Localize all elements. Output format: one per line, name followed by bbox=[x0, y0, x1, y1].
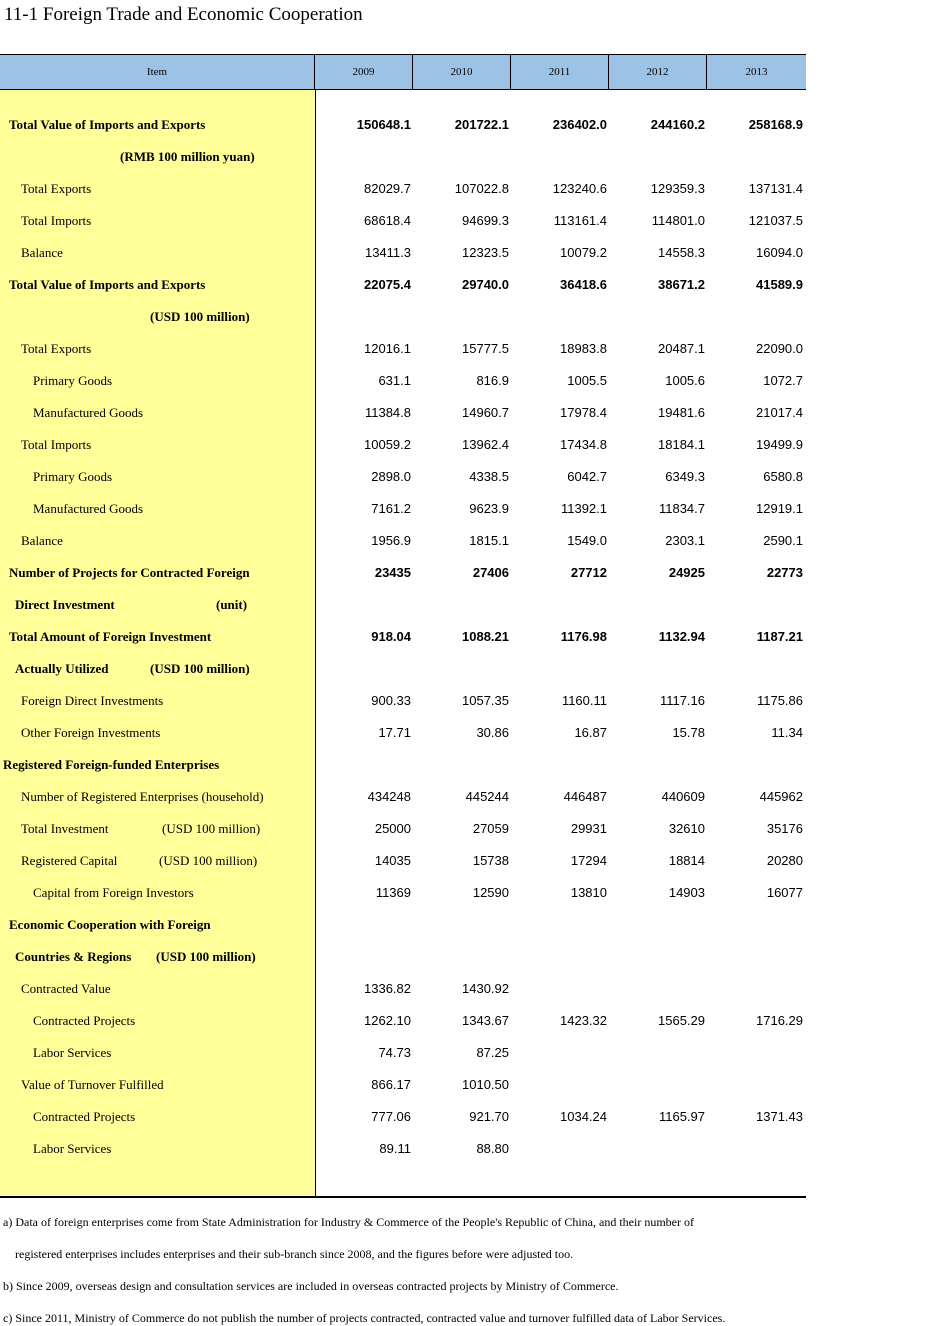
cell-2012: 18184.1 bbox=[658, 437, 705, 452]
table-row bbox=[0, 557, 806, 589]
row-unit: (USD 100 million) bbox=[159, 853, 258, 868]
cell-2012: 440609 bbox=[661, 789, 705, 804]
table-row bbox=[0, 685, 806, 717]
row-label: Registered Capital bbox=[21, 853, 118, 868]
cell-2010: 87.25 bbox=[476, 1045, 509, 1060]
cell-2010: 9623.9 bbox=[469, 501, 509, 516]
row-label: Contracted Value bbox=[21, 981, 111, 996]
cell-2012: 1117.16 bbox=[659, 693, 705, 708]
cell-2010: 12590 bbox=[472, 885, 509, 900]
cell-2011: 446487 bbox=[563, 789, 607, 804]
cell-2010: 921.70 bbox=[469, 1109, 509, 1124]
row-unit: (RMB 100 million yuan) bbox=[120, 149, 255, 164]
footnote: a) Data of foreign enterprises come from State Administration for Industry & Commerce of the People's Republic of China, and their number of bbox=[3, 1215, 694, 1229]
table-row bbox=[0, 909, 806, 941]
table-bottom-rule bbox=[0, 1196, 806, 1198]
row-label: Total Value of Imports and Exports bbox=[9, 277, 206, 292]
page-title: 11-1 Foreign Trade and Economic Cooperation bbox=[4, 4, 363, 25]
table-row bbox=[0, 973, 806, 1005]
row-unit: (USD 100 million) bbox=[150, 309, 250, 324]
cell-2013: 2590.1 bbox=[763, 533, 803, 548]
header-year-2011: 2011 bbox=[511, 55, 609, 89]
table-row bbox=[0, 1005, 806, 1037]
table-row bbox=[0, 173, 806, 205]
cell-2013: 6580.8 bbox=[763, 469, 803, 484]
cell-2011: 16.87 bbox=[574, 725, 607, 740]
cell-2012: 1005.6 bbox=[665, 373, 705, 388]
cell-2012: 11834.7 bbox=[658, 501, 705, 516]
row-label: Number of Registered Enterprises (household) bbox=[21, 789, 264, 804]
cell-2010: 15738 bbox=[472, 853, 509, 868]
cell-2013: 137131.4 bbox=[748, 181, 803, 196]
row-label: Direct Investment bbox=[15, 597, 115, 612]
cell-2010: 27406 bbox=[472, 565, 509, 580]
cell-2013: 1187.21 bbox=[756, 629, 803, 644]
cell-2010: 29740.0 bbox=[462, 277, 509, 292]
cell-2010: 30.86 bbox=[476, 725, 509, 740]
cell-2012: 24925 bbox=[668, 565, 705, 580]
cell-2009: 11369 bbox=[375, 885, 411, 900]
cell-2009: 23435 bbox=[374, 565, 411, 580]
cell-2013: 41589.9 bbox=[756, 277, 803, 292]
cell-2012: 2303.1 bbox=[665, 533, 705, 548]
table-row bbox=[0, 365, 806, 397]
cell-2013: 11.34 bbox=[771, 725, 803, 740]
table-row bbox=[0, 1133, 806, 1165]
table-row bbox=[0, 813, 806, 845]
table-row bbox=[0, 877, 806, 909]
cell-2012: 1132.94 bbox=[658, 629, 705, 644]
cell-2012: 15.78 bbox=[672, 725, 705, 740]
table-row bbox=[0, 493, 806, 525]
cell-2009: 631.1 bbox=[378, 373, 411, 388]
cell-2009: 12016.1 bbox=[364, 341, 411, 356]
table-row bbox=[0, 525, 806, 557]
cell-2010: 1343.67 bbox=[462, 1013, 509, 1028]
cell-2010: 816.9 bbox=[476, 373, 509, 388]
table-row bbox=[0, 845, 806, 877]
cell-2013: 35176 bbox=[766, 821, 803, 836]
row-label: Manufactured Goods bbox=[33, 405, 144, 420]
cell-2009: 866.17 bbox=[371, 1077, 411, 1092]
cell-2009: 1956.9 bbox=[371, 533, 411, 548]
header-year-2009: 2009 bbox=[315, 55, 413, 89]
table-row bbox=[0, 237, 806, 269]
cell-2010: 27059 bbox=[472, 821, 509, 836]
cell-2009: 434248 bbox=[367, 789, 411, 804]
row-unit: (USD 100 million) bbox=[162, 821, 261, 836]
table-row bbox=[0, 1037, 806, 1069]
cell-2009: 74.73 bbox=[378, 1045, 411, 1060]
cell-2013: 20280 bbox=[766, 853, 803, 868]
cell-2010: 4338.5 bbox=[469, 469, 509, 484]
row-label: Manufactured Goods bbox=[33, 501, 144, 516]
cell-2010: 1815.1 bbox=[469, 533, 509, 548]
cell-2009: 777.06 bbox=[371, 1109, 411, 1124]
cell-2010: 15777.5 bbox=[462, 341, 509, 356]
row-label: Primary Goods bbox=[33, 469, 113, 484]
cell-2011: 1423.32 bbox=[560, 1013, 607, 1028]
cell-2012: 14903 bbox=[668, 885, 705, 900]
cell-2012: 1165.97 bbox=[658, 1109, 705, 1124]
cell-2010: 88.80 bbox=[476, 1141, 509, 1156]
cell-2010: 107022.8 bbox=[454, 181, 509, 196]
cell-2009: 1262.10 bbox=[364, 1013, 411, 1028]
cell-2013: 1371.43 bbox=[756, 1109, 803, 1124]
row-label: Total Exports bbox=[21, 341, 92, 356]
row-label: Total Investment bbox=[21, 821, 109, 836]
table-header bbox=[0, 54, 806, 90]
row-label: Primary Goods bbox=[33, 373, 113, 388]
cell-2011: 17978.4 bbox=[560, 405, 607, 420]
table-row bbox=[0, 429, 806, 461]
cell-2011: 27712 bbox=[570, 565, 607, 580]
cell-2010: 1088.21 bbox=[462, 629, 509, 644]
row-label: Countries & Regions bbox=[15, 949, 132, 964]
row-unit: (unit) bbox=[216, 597, 248, 612]
cell-2009: 22075.4 bbox=[364, 277, 411, 292]
row-label: Total Exports bbox=[21, 181, 92, 196]
header-year-2012: 2012 bbox=[609, 55, 707, 89]
cell-2013: 16094.0 bbox=[756, 245, 803, 260]
row-label: Capital from Foreign Investors bbox=[33, 885, 194, 900]
cell-2012: 6349.3 bbox=[665, 469, 705, 484]
cell-2010: 201722.1 bbox=[454, 117, 509, 132]
table-row bbox=[0, 269, 806, 301]
row-label: Balance bbox=[21, 245, 63, 260]
cell-2009: 10059.2 bbox=[364, 437, 411, 452]
cell-2011: 17434.8 bbox=[560, 437, 607, 452]
table-row bbox=[0, 141, 806, 173]
cell-2012: 114801.0 bbox=[651, 213, 705, 228]
cell-2013: 16077 bbox=[766, 885, 803, 900]
table-row bbox=[0, 941, 806, 973]
cell-2010: 14960.7 bbox=[462, 405, 509, 420]
table-row bbox=[0, 301, 806, 333]
cell-2011: 10079.2 bbox=[560, 245, 607, 260]
cell-2009: 68618.4 bbox=[364, 213, 411, 228]
cell-2009: 17.71 bbox=[378, 725, 411, 740]
cell-2012: 32610 bbox=[668, 821, 705, 836]
row-label: Contracted Projects bbox=[33, 1109, 136, 1124]
footnote: c) Since 2011, Ministry of Commerce do not publish the number of projects contracted, contracted value and turnover fulfilled data of Labor Services. bbox=[3, 1311, 726, 1325]
cell-2009: 7161.2 bbox=[371, 501, 411, 516]
row-unit: (USD 100 million) bbox=[156, 949, 256, 964]
cell-2009: 1336.82 bbox=[364, 981, 411, 996]
cell-2011: 36418.6 bbox=[560, 277, 607, 292]
table-row bbox=[0, 717, 806, 749]
cell-2009: 82029.7 bbox=[364, 181, 411, 196]
table-row bbox=[0, 653, 806, 685]
cell-2011: 1005.5 bbox=[567, 373, 607, 388]
row-label: Total Amount of Foreign Investment bbox=[9, 629, 212, 644]
cell-2012: 20487.1 bbox=[658, 341, 705, 356]
cell-2010: 445244 bbox=[465, 789, 509, 804]
header-year-2010: 2010 bbox=[413, 55, 511, 89]
cell-2013: 22090.0 bbox=[756, 341, 803, 356]
row-label: Labor Services bbox=[33, 1045, 112, 1060]
cell-2009: 89.11 bbox=[379, 1141, 411, 1156]
cell-2010: 1057.35 bbox=[462, 693, 509, 708]
cell-2013: 121037.5 bbox=[748, 213, 803, 228]
table-row bbox=[0, 621, 806, 653]
cell-2013: 12919.1 bbox=[756, 501, 803, 516]
cell-2009: 2898.0 bbox=[371, 469, 411, 484]
cell-2010: 12323.5 bbox=[462, 245, 509, 260]
cell-2013: 1716.29 bbox=[756, 1013, 803, 1028]
cell-2011: 29931 bbox=[570, 821, 607, 836]
table-row bbox=[0, 109, 806, 141]
cell-2011: 1549.0 bbox=[567, 533, 607, 548]
row-label: Other Foreign Investments bbox=[21, 725, 161, 740]
cell-2011: 11392.1 bbox=[560, 501, 607, 516]
table-row bbox=[0, 461, 806, 493]
row-label: Foreign Direct Investments bbox=[21, 693, 164, 708]
cell-2010: 1010.50 bbox=[462, 1077, 509, 1092]
row-label: Total Value of Imports and Exports bbox=[9, 117, 206, 132]
table-row bbox=[0, 1101, 806, 1133]
cell-2012: 38671.2 bbox=[658, 277, 705, 292]
cell-2011: 113161.4 bbox=[553, 213, 607, 228]
cell-2012: 19481.6 bbox=[658, 405, 705, 420]
cell-2011: 123240.6 bbox=[552, 181, 607, 196]
cell-2011: 236402.0 bbox=[552, 117, 607, 132]
row-unit: (USD 100 million) bbox=[150, 661, 250, 676]
cell-2009: 918.04 bbox=[371, 629, 411, 644]
row-label: Total Imports bbox=[21, 213, 92, 228]
cell-2009: 900.33 bbox=[371, 693, 411, 708]
row-label: Total Imports bbox=[21, 437, 92, 452]
cell-2009: 150648.1 bbox=[356, 117, 411, 132]
cell-2011: 1160.11 bbox=[561, 693, 607, 708]
row-label: Number of Projects for Contracted Foreign bbox=[9, 565, 250, 580]
table-row bbox=[0, 1069, 806, 1101]
row-label: Contracted Projects bbox=[33, 1013, 136, 1028]
cell-2012: 1565.29 bbox=[658, 1013, 705, 1028]
cell-2011: 1176.98 bbox=[560, 629, 607, 644]
table-row bbox=[0, 749, 806, 781]
cell-2013: 1072.7 bbox=[763, 373, 803, 388]
table-row bbox=[0, 333, 806, 365]
cell-2012: 18814 bbox=[668, 853, 705, 868]
row-label: Actually Utilized bbox=[15, 661, 109, 676]
table-row bbox=[0, 397, 806, 429]
table-row bbox=[0, 589, 806, 621]
cell-2011: 13810 bbox=[570, 885, 607, 900]
row-label: Labor Services bbox=[33, 1141, 112, 1156]
cell-2011: 18983.8 bbox=[560, 341, 607, 356]
footnote: b) Since 2009, overseas design and consultation services are included in overseas contracted projects by Ministry of Commerce. bbox=[3, 1279, 619, 1293]
cell-2011: 17294 bbox=[570, 853, 607, 868]
cell-2009: 25000 bbox=[374, 821, 411, 836]
cell-2013: 19499.9 bbox=[756, 437, 803, 452]
cell-2010: 1430.92 bbox=[462, 981, 509, 996]
cell-2012: 14558.3 bbox=[658, 245, 705, 260]
table-row bbox=[0, 205, 806, 237]
cell-2011: 6042.7 bbox=[567, 469, 607, 484]
cell-2013: 258168.9 bbox=[748, 117, 803, 132]
cell-2009: 13411.3 bbox=[364, 245, 411, 260]
table-row bbox=[0, 781, 806, 813]
cell-2011: 1034.24 bbox=[560, 1109, 607, 1124]
cell-2013: 21017.4 bbox=[756, 405, 803, 420]
cell-2010: 94699.3 bbox=[462, 213, 509, 228]
cell-2012: 129359.3 bbox=[650, 181, 705, 196]
cell-2009: 14035 bbox=[374, 853, 411, 868]
cell-2012: 244160.2 bbox=[650, 117, 705, 132]
row-label: Balance bbox=[21, 533, 63, 548]
header-item: Item bbox=[0, 55, 315, 89]
cell-2013: 22773 bbox=[766, 565, 803, 580]
cell-2013: 1175.86 bbox=[756, 693, 803, 708]
footnote: registered enterprises includes enterprises and their sub-branch since 2008, and the figures before were adjusted too. bbox=[15, 1247, 574, 1261]
cell-2010: 13962.4 bbox=[462, 437, 509, 452]
row-label: Value of Turnover Fulfilled bbox=[21, 1077, 164, 1092]
header-year-2013: 2013 bbox=[745, 66, 768, 78]
cell-2013: 445962 bbox=[759, 789, 803, 804]
cell-2009: 11384.8 bbox=[364, 405, 411, 420]
row-label: Economic Cooperation with Foreign bbox=[9, 917, 211, 932]
row-label: Registered Foreign-funded Enterprises bbox=[3, 757, 220, 772]
